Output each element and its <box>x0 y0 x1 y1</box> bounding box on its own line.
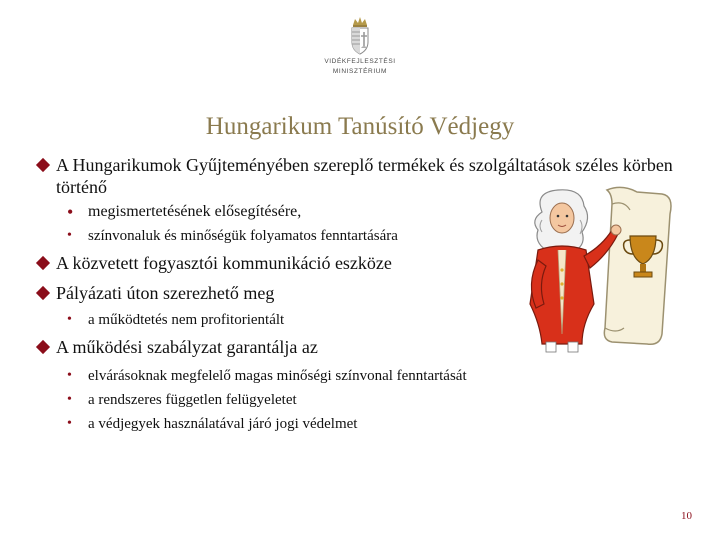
logo-line-1: VIDÉKFEJLESZTÉSI <box>324 58 396 65</box>
sub-bullet-item <box>36 366 696 386</box>
logo-line-2: MINISZTÉRIUM <box>332 68 388 75</box>
dot-bullet-icon: • <box>67 416 72 431</box>
sub-bullet-item <box>36 414 696 434</box>
sub-bullet-text: színvonaluk és minőségük folyamatos fenntartására <box>88 228 398 244</box>
bullet-item <box>36 154 696 198</box>
diamond-bullet-icon <box>36 286 50 300</box>
dot-bullet-icon: • <box>67 202 74 222</box>
bullet-item <box>36 336 696 358</box>
sub-bullet-item <box>36 202 696 222</box>
slide-title-text: Hungarikum Tanúsító Védjegy <box>205 113 515 140</box>
dot-bullet-icon: • <box>67 228 72 243</box>
dot-bullet-icon: • <box>67 392 72 407</box>
bullet-list <box>36 154 696 434</box>
bullet-text: A közvetett fogyasztói kommunikáció eszköze <box>56 253 392 273</box>
dot-bullet-icon: • <box>67 368 72 383</box>
bullet-item <box>36 252 696 274</box>
diamond-bullet-icon <box>36 158 50 172</box>
sub-bullet-text: megismertetésének elősegítésére, <box>88 203 302 220</box>
diamond-bullet-icon <box>36 340 50 354</box>
bullet-text: A működési szabályzat garantálja az <box>56 337 318 357</box>
sub-bullet-item <box>36 390 696 410</box>
diamond-bullet-icon <box>36 256 50 270</box>
sub-bullet-text: a rendszeres független felügyeletet <box>88 392 297 408</box>
page-number: 10 <box>681 510 692 522</box>
dot-bullet-icon: • <box>67 312 72 327</box>
sub-bullet-text: elvárásoknak megfelelő magas minőségi színvonal fenntartását <box>88 368 467 384</box>
ministry-logo <box>322 16 398 76</box>
sub-bullet-text: a működtetés nem profitorientált <box>88 312 285 328</box>
sub-bullet-text: a védjegyek használatával járó jogi védelmet <box>88 416 358 432</box>
coat-of-arms-icon <box>345 16 375 56</box>
bullet-item <box>36 282 696 304</box>
sub-bullet-item <box>36 226 696 246</box>
bullet-text: Pályázati úton szerezhető meg <box>56 283 275 303</box>
slide-title <box>0 113 720 141</box>
sub-bullet-item <box>36 310 696 330</box>
bullet-text: A Hungarikumok Gyűjteményében szereplő termékek és szolgáltatások széles körben történő <box>56 155 673 197</box>
